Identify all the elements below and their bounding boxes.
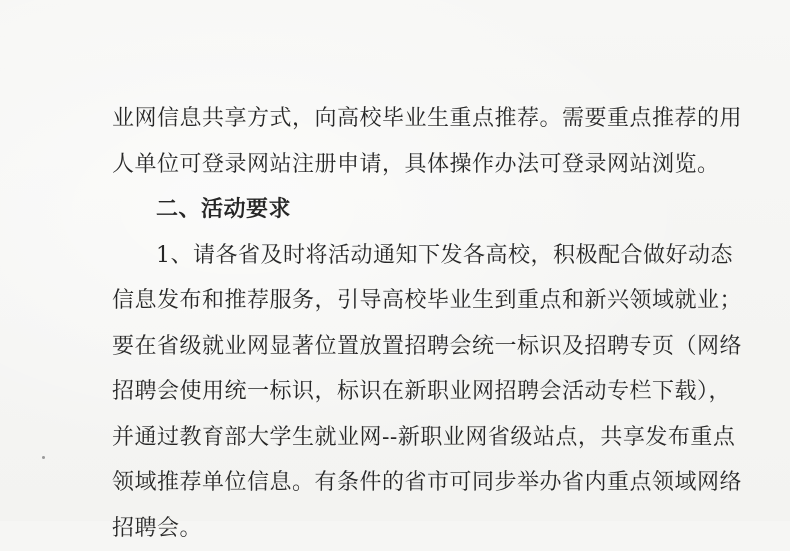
document-body xyxy=(112,96,732,551)
scan-speck xyxy=(42,456,45,459)
paragraph-line: 人单位可登录网站注册申请，具体操作办法可登录网站浏览。 xyxy=(112,142,732,188)
section-heading: 二、活动要求 xyxy=(112,187,732,233)
paragraph-line: 要在省级就业网显著位置放置招聘会统一标识及招聘专页（网络 xyxy=(112,324,732,370)
paragraph-line: 业网信息共享方式，向高校毕业生重点推荐。需要重点推荐的用 xyxy=(112,96,732,142)
paragraph-line: 信息发布和推荐服务，引导高校毕业生到重点和新兴领域就业； xyxy=(112,278,732,324)
paragraph-line: 招聘会使用统一标识，标识在新职业网招聘会活动专栏下载）， xyxy=(112,369,732,415)
paragraph-line: 招聘会。 xyxy=(112,506,732,551)
paragraph-line: 1、请各省及时将活动通知下发各高校，积极配合做好动态 xyxy=(112,233,732,279)
paragraph-line: 并通过教育部大学生就业网--新职业网省级站点，共享发布重点 xyxy=(112,415,732,461)
paragraph-line: 领域推荐单位信息。有条件的省市可同步举办省内重点领域网络 xyxy=(112,460,732,506)
